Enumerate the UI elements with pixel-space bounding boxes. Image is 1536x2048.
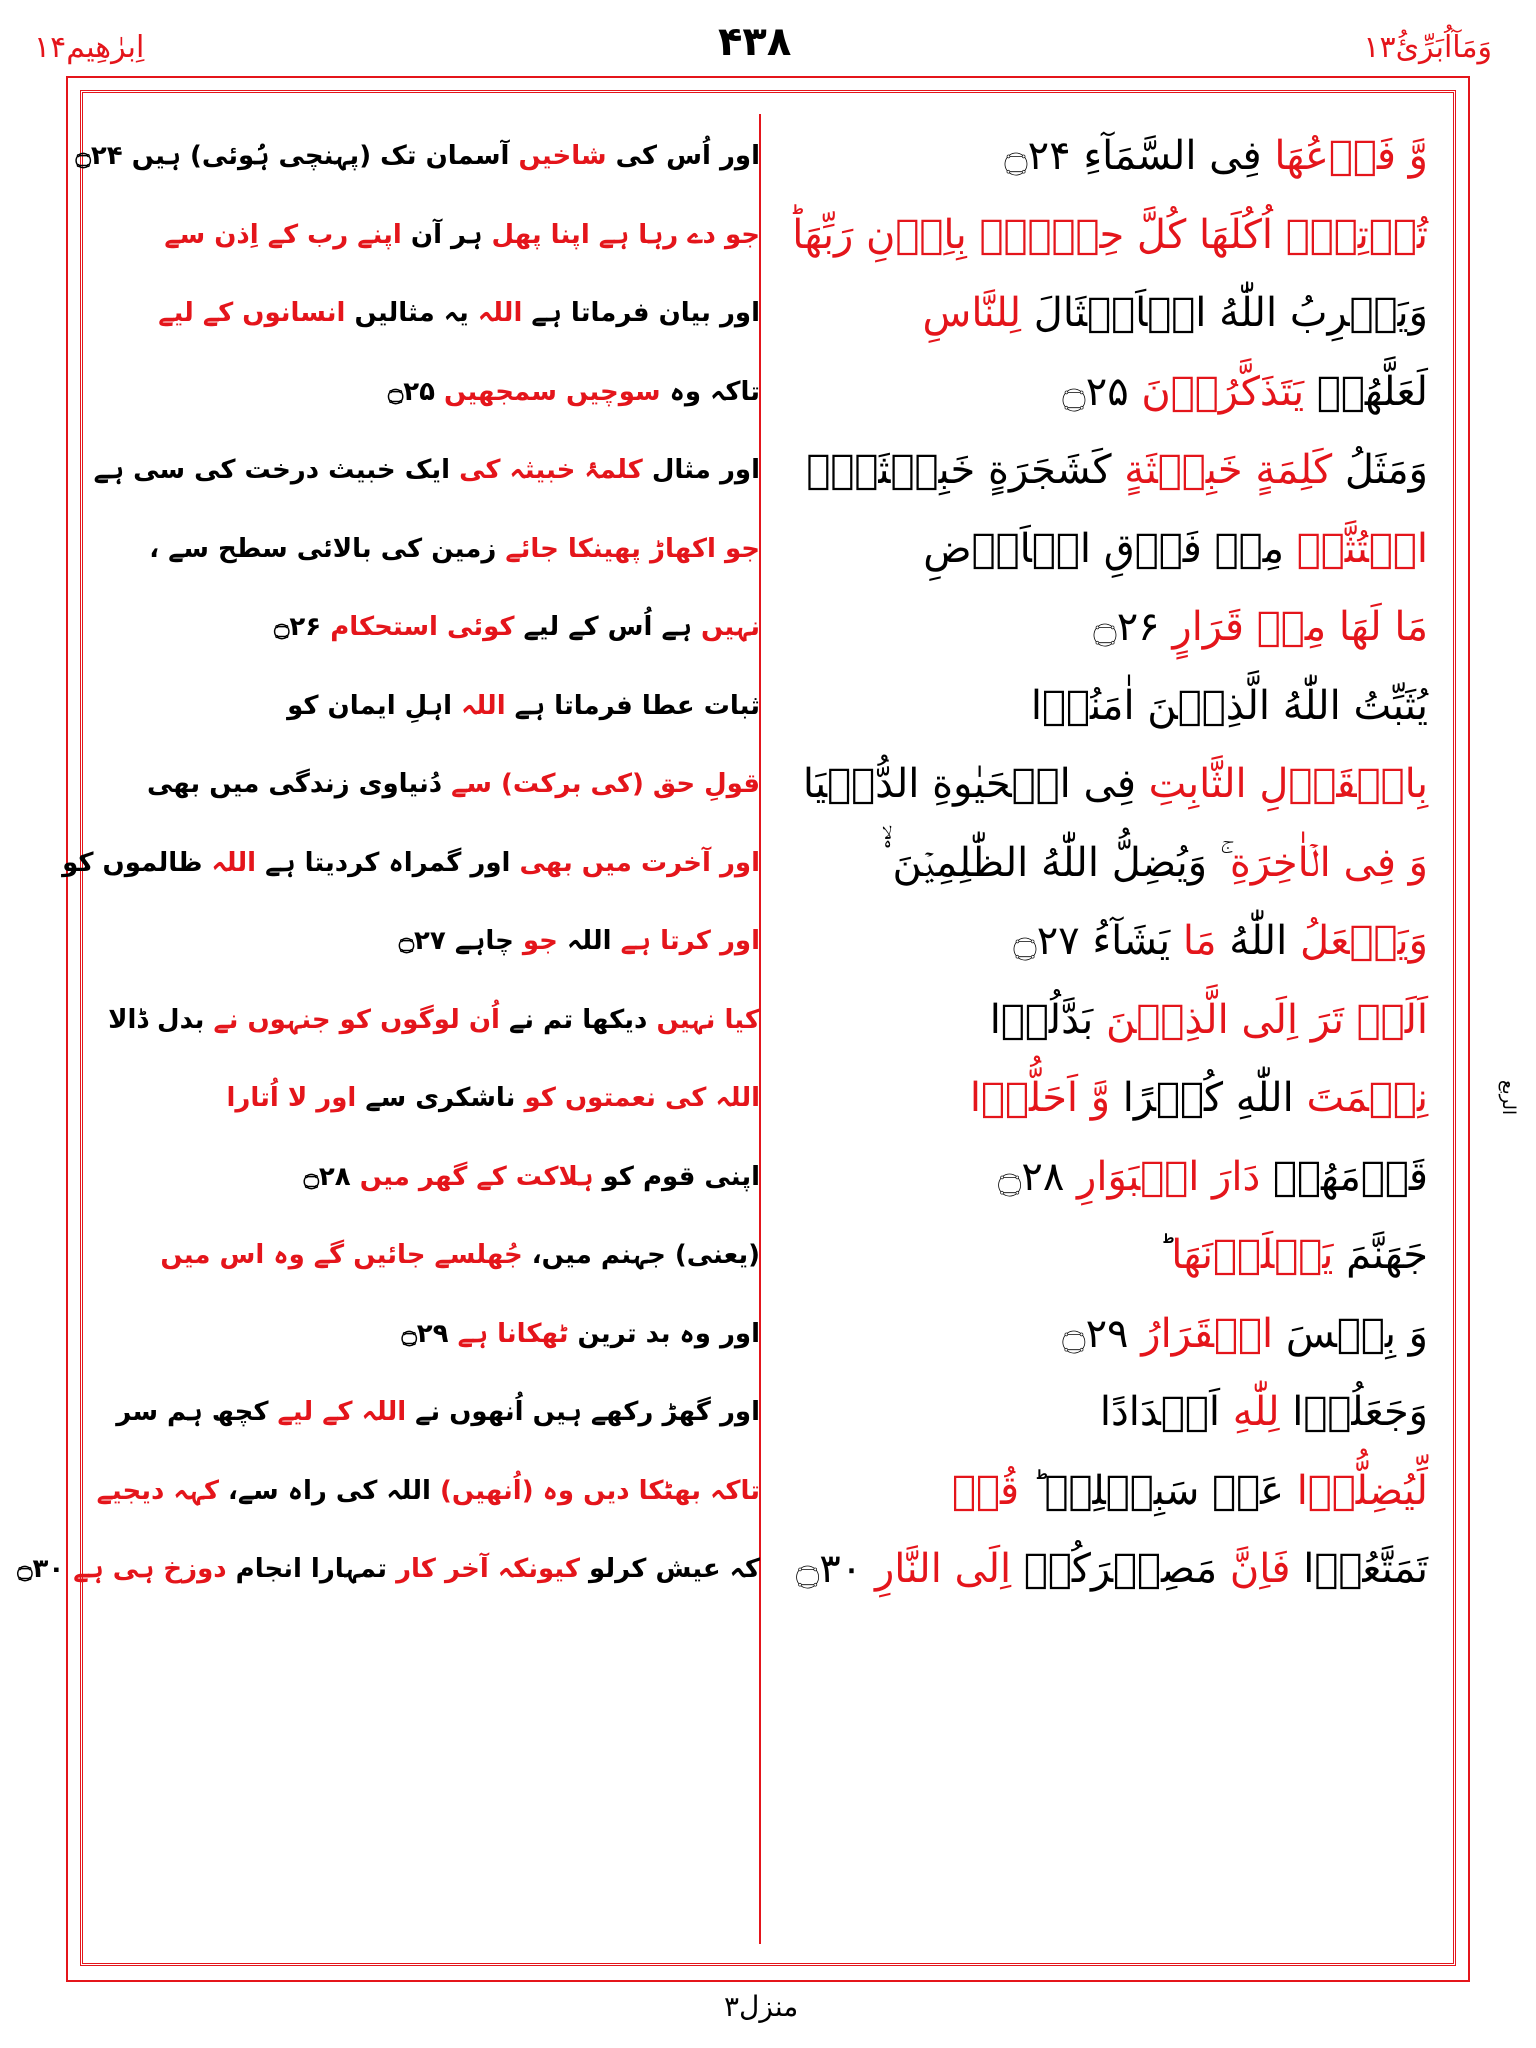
urdu-segment: بدل ڈالا <box>108 1004 214 1035</box>
urdu-segment: کلمۂ خبیثہ کی <box>459 455 643 485</box>
arabic-segment: اللّٰهُ <box>1216 918 1300 964</box>
urdu-translation <box>116 1390 760 1434</box>
verse-row <box>96 672 1440 751</box>
urdu-segment: اللہ <box>211 847 257 878</box>
arabic-segment: دَارَ الۡبَوَارِ <box>1077 1153 1261 1200</box>
verse-row <box>96 201 1440 280</box>
urdu-segment: کوئی استحکام <box>330 612 515 642</box>
urdu-translation <box>146 919 760 963</box>
arabic-segment: یَشَآءُ ۝۲۷ <box>1013 918 1183 964</box>
urdu-segment: تاکہ وہ <box>660 376 760 407</box>
urdu-segment: جُھلسے جائیں گے وہ اس میں <box>160 1240 523 1270</box>
arabic-verse <box>778 1539 1428 1599</box>
arabic-segment: جَهَنَّمَ <box>1333 1232 1428 1278</box>
arabic-segment: بَدَّلُوۡا <box>989 996 1106 1043</box>
arabic-verse <box>778 911 1428 971</box>
arabic-segment: ۝۲۹ <box>1062 1310 1142 1357</box>
arabic-segment: عَنۡ سَبِیۡلِهٖ ؕ <box>1019 1467 1297 1514</box>
verse-row <box>96 1221 1440 1300</box>
arabic-verse <box>778 754 1428 814</box>
urdu-segment: اللہ <box>557 926 621 956</box>
urdu-segment: یہ مثالیں <box>345 298 478 328</box>
verse-list <box>17 122 1440 1614</box>
urdu-translation <box>17 1547 760 1591</box>
arabic-segment: فِی السَّمَآءِ ۝۲۴ <box>1004 133 1275 179</box>
verse-row <box>96 1143 1440 1222</box>
arabic-verse <box>778 1225 1428 1285</box>
urdu-translation <box>146 1155 760 1199</box>
arabic-segment: مَا لَهَا مِنۡ قَرَارٍ <box>1172 604 1428 650</box>
urdu-segment: دُنیاوی زندگی میں بھی <box>146 769 452 799</box>
urdu-segment: دیکھا تم نے <box>499 1004 657 1035</box>
urdu-segment: کہہ دیجیے <box>96 1475 219 1506</box>
arabic-segment: کَشَجَرَةٍ خَبِیۡثَةِ <box>806 447 1125 493</box>
verse-row <box>96 1457 1440 1536</box>
arabic-segment: ۝۲۶ <box>1093 604 1173 650</box>
urdu-segment: دوزخ ہی ہے <box>73 1554 227 1584</box>
urdu-segment: اللہ کی راہ سے، <box>218 1475 440 1506</box>
arabic-verse <box>778 1147 1428 1207</box>
arabic-verse <box>778 126 1428 186</box>
arabic-verse <box>778 362 1428 422</box>
arabic-segment: وَّ فَرۡعُهَا <box>1274 133 1428 179</box>
arabic-segment: وَ فِی الۡاٰخِرَةِ <box>1229 839 1428 886</box>
urdu-translation <box>146 370 760 414</box>
urdu-segment: قولِ حق (کی برکت) سے <box>451 769 760 799</box>
arabic-segment: کَلِمَةٍ خَبِیۡثَةٍ <box>1124 447 1333 493</box>
verse-row <box>17 1535 1440 1614</box>
urdu-translation <box>146 762 760 806</box>
arabic-verse <box>778 676 1428 736</box>
arabic-segment: لِلنَّاسِ <box>922 290 1022 336</box>
urdu-segment: کچھ ہم سر <box>116 1397 278 1427</box>
arabic-verse <box>778 283 1428 343</box>
urdu-translation <box>146 684 760 728</box>
arabic-segment: الۡقَرَارُ <box>1141 1310 1274 1357</box>
urdu-segment: جو دے رہا ہے اپنا پھل <box>491 219 760 250</box>
urdu-segment: کیا نہیں <box>656 1004 760 1035</box>
arabic-verse <box>778 1382 1428 1442</box>
arabic-segment: وَیَفۡعَلُ <box>1299 918 1428 964</box>
manzil-footer: منزل۳ <box>724 1990 799 2023</box>
urdu-segment: ہلاکت کے گھر میں <box>359 1161 594 1192</box>
arabic-segment: وَیَضۡرِبُ اللّٰهُ الۡاَمۡثَالَ <box>1021 290 1428 336</box>
arabic-segment: اَنۡدَادًا <box>1099 1389 1233 1435</box>
arabic-segment: لَعَلَّهُمۡ <box>1304 368 1428 415</box>
urdu-segment: اللہ <box>461 690 506 721</box>
arabic-segment: بِالۡقَوۡلِ الثَّابِتِ <box>1148 761 1428 807</box>
arabic-segment: تَمَتَّعُوۡا <box>1290 1546 1428 1592</box>
urdu-segment: شاخیں <box>518 141 607 171</box>
urdu-segment: ٹھکانا ہے <box>457 1318 569 1349</box>
urdu-segment: انسانوں کے لیے <box>158 298 346 328</box>
arabic-segment: ۝۲۸ <box>997 1153 1078 1200</box>
urdu-segment: نہیں <box>700 612 760 642</box>
arabic-segment: لِلّٰهِ <box>1232 1389 1280 1435</box>
juz-name-header: وَمَآاُبَرِّئُ۱۳ <box>1363 30 1492 65</box>
arabic-segment: مَا <box>1182 918 1217 964</box>
urdu-segment: جو اکھاڑ پھینکا جائے <box>505 533 760 564</box>
urdu-segment: ۝۲۸ <box>303 1161 360 1192</box>
arabic-segment: قَوۡمَهُمۡ <box>1260 1153 1428 1200</box>
urdu-segment: ۝۳۰ <box>17 1554 74 1584</box>
urdu-translation <box>96 1469 760 1513</box>
arabic-segment: وَمَثَلُ <box>1332 447 1428 493</box>
arabic-verse <box>778 1068 1428 1128</box>
urdu-segment: ظالموں کو <box>62 847 212 878</box>
urdu-segment: سوچیں سمجھیں <box>444 376 661 407</box>
urdu-segment: زمین کی بالائی سطح سے ، <box>149 533 506 564</box>
verse-row <box>75 122 1440 201</box>
urdu-segment: ہر آن <box>401 219 492 250</box>
arabic-verse <box>778 205 1428 265</box>
arabic-segment: یَتَذَکَّرُوۡنَ <box>1141 368 1305 415</box>
arabic-verse <box>778 1461 1428 1521</box>
urdu-segment: اللہ کے لیے <box>277 1397 407 1427</box>
arabic-verse <box>778 833 1428 893</box>
arabic-segment: فَاِنَّ <box>1229 1546 1291 1592</box>
verse-row <box>96 593 1440 672</box>
urdu-translation <box>108 998 760 1042</box>
arabic-segment: اجۡتُثَّتۡ <box>1296 525 1428 572</box>
verse-row <box>96 986 1440 1065</box>
urdu-segment: ثبات عطا فرماتا ہے <box>505 690 760 721</box>
verse-row <box>96 358 1440 437</box>
urdu-segment: اور گھڑ رکھے ہیں اُنھوں نے <box>406 1397 760 1427</box>
arabic-segment: ۝۲۵ <box>1062 368 1142 415</box>
arabic-segment: اللّٰهِ کُفۡرًا <box>1110 1075 1307 1121</box>
urdu-translation <box>146 213 760 257</box>
urdu-segment: اللہ <box>477 298 523 328</box>
arabic-segment: ۚ وَیُضِلُّ اللّٰهُ الظّٰلِمِیۡنَ ۟ۙ <box>882 839 1230 886</box>
arabic-segment: لِّیُضِلُّوۡا <box>1296 1467 1428 1514</box>
urdu-translation <box>146 1312 760 1356</box>
urdu-segment: ۝۲۹ <box>401 1318 458 1349</box>
arabic-verse <box>778 440 1428 500</box>
arabic-segment: اِلَی النَّارِ <box>874 1546 1012 1592</box>
surah-name-header: اِبرٰهِیم۱۴ <box>34 30 145 65</box>
arabic-segment: یُثَبِّتُ اللّٰهُ الَّذِیۡنَ اٰمَنُوۡا <box>1030 682 1428 729</box>
urdu-translation <box>62 841 760 885</box>
urdu-segment: ۝۲۶ <box>274 612 331 642</box>
urdu-segment: اور آخرت میں بھی <box>519 847 760 878</box>
urdu-segment: جو <box>522 926 558 956</box>
urdu-segment: ایک خبیث درخت کی سی ہے <box>93 455 460 485</box>
urdu-segment: آسمان تک (پہنچی ہُوئی) ہیں ۝۲۴ <box>75 141 519 171</box>
urdu-translation <box>146 605 760 649</box>
urdu-segment: اور مثال <box>642 455 760 485</box>
verse-row <box>96 1378 1440 1457</box>
urdu-segment: اور اُس کی <box>606 141 760 171</box>
arabic-segment: وَ بِئۡسَ <box>1273 1310 1428 1357</box>
arabic-verse <box>778 597 1428 657</box>
urdu-translation <box>146 1076 760 1120</box>
urdu-translation <box>75 134 760 178</box>
urdu-segment: اور کرتا ہے <box>620 926 760 956</box>
verse-row <box>93 436 1440 515</box>
urdu-translation <box>146 291 760 335</box>
urdu-segment: اور گمراہ کردیتا ہے <box>256 847 520 878</box>
urdu-segment: ۝۲۵ <box>387 376 445 407</box>
arabic-verse <box>778 1304 1428 1364</box>
verse-row <box>62 829 1440 908</box>
arabic-segment: وَجَعَلُوۡا <box>1279 1389 1428 1435</box>
urdu-segment: اپنی قوم کو <box>593 1161 760 1192</box>
verse-row <box>96 1300 1440 1379</box>
urdu-segment: ہے اُس کے لیے <box>514 612 701 642</box>
verse-row <box>96 907 1440 986</box>
arabic-segment: وَّ اَحَلُّوۡا <box>969 1075 1111 1121</box>
urdu-segment: چاہے ۝۲۷ <box>398 926 523 956</box>
urdu-segment: ناشکری سے <box>356 1083 525 1113</box>
verse-row <box>96 515 1440 594</box>
urdu-translation <box>93 448 760 492</box>
arabic-segment: مِنۡ فَوۡقِ الۡاَرۡضِ <box>923 525 1297 572</box>
urdu-segment: اُن لوگوں کو جنہوں نے <box>213 1004 500 1035</box>
urdu-translation <box>146 1233 760 1277</box>
verse-row <box>96 279 1440 358</box>
arabic-segment: اَلَمۡ تَرَ اِلَی الَّذِیۡنَ <box>1105 996 1428 1043</box>
urdu-segment: اور وہ بد ترین <box>568 1318 760 1349</box>
urdu-segment: تمہارا انجام <box>226 1554 397 1584</box>
verse-row <box>96 750 1440 829</box>
rub-marker: الربع <box>1498 1080 1519 1116</box>
arabic-segment: ؕ <box>1158 1232 1172 1278</box>
verse-row <box>96 1064 1440 1143</box>
arabic-segment: یَصۡلَوۡنَهَا <box>1171 1232 1334 1278</box>
urdu-segment: اپنے رب کے اِذن سے <box>164 219 402 250</box>
urdu-segment: کیونکہ آخر کار <box>396 1554 580 1584</box>
arabic-segment: ۝۳۰ <box>795 1546 875 1592</box>
arabic-verse <box>778 519 1428 579</box>
urdu-segment: اللہ کی نعمتوں کو <box>524 1083 760 1113</box>
urdu-segment: اور لا اُتارا <box>226 1083 357 1113</box>
arabic-segment: فِی الۡحَیٰوةِ الدُّنۡیَا <box>802 761 1149 807</box>
arabic-segment: قُلۡ <box>951 1467 1020 1514</box>
urdu-segment: اہلِ ایمان کو <box>287 690 462 721</box>
arabic-segment: مَصِیۡرَکُمۡ <box>1011 1546 1230 1592</box>
arabic-verse <box>778 990 1428 1050</box>
urdu-segment: (یعنی) جہنم میں، <box>522 1240 760 1270</box>
arabic-segment: تُؤۡتِیۡۤ اُکُلَهَا کُلَّ حِیۡنٍۭ بِاِذۡنِ رَبِّهَا <box>792 211 1428 258</box>
urdu-segment: کہ عیش کرلو <box>580 1554 760 1584</box>
urdu-segment: تاکہ بھٹکا دیں وہ (اُنھیں) <box>439 1475 760 1506</box>
page-number: ۴۳۸ <box>718 19 792 65</box>
urdu-translation <box>146 527 760 571</box>
arabic-segment: نِعۡمَتَ <box>1306 1075 1428 1121</box>
urdu-segment: اور بیان فرماتا ہے <box>522 298 760 328</box>
